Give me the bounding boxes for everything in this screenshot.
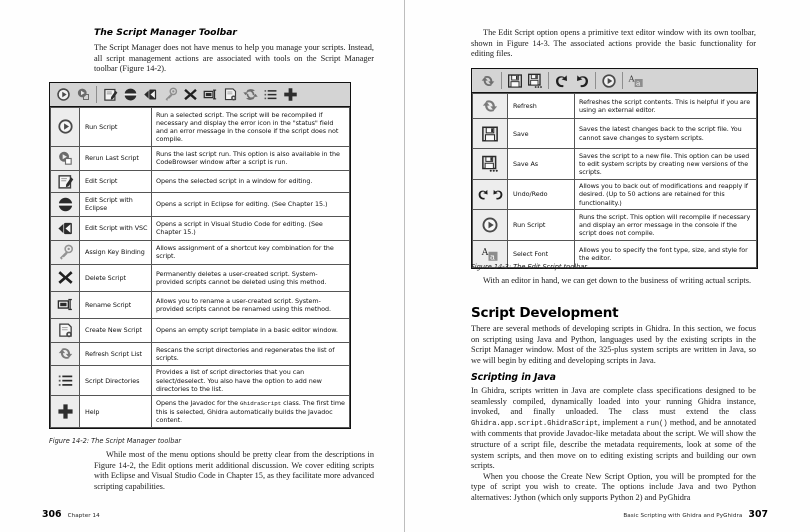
left-section-heading: The Script Manager Toolbar bbox=[94, 27, 237, 38]
action-description bbox=[152, 396, 350, 428]
paragraph-text: When you choose the Create New Script Option, you will be prompted for the type of script you wish to create. The options include Java and two Python alternatives: Jython (which only supports Python 2) and PyGhidra bbox=[471, 471, 756, 502]
toolbar-separator bbox=[96, 86, 97, 103]
action-label: Edit Script with VSC bbox=[80, 216, 152, 240]
right-page bbox=[405, 0, 810, 532]
action-description: Allows assignment of a shortcut key combination for the script. bbox=[152, 240, 350, 264]
action-description: Saves the script to a new file. This option can be used to edit system scripts by creating new versions of the scripts. bbox=[575, 149, 757, 180]
toolbar-separator bbox=[622, 72, 623, 89]
run-script-icon bbox=[473, 210, 508, 241]
rerun-last-script-icon bbox=[51, 146, 80, 170]
script-development-heading: Script Development bbox=[471, 305, 619, 321]
para-post: method, and be annotated with comments that provide Javadoc-like metadata about the script. We will show the structure of a script file, describe the metadata requirements, look at some of the system scripts, and then move on to editing existing scripts and building our own scripts. bbox=[471, 417, 756, 471]
paragraph-text: There are several methods of developing scripts in Ghidra. In this section, we focus on scripting using Java and Python, languages used by the existing scripts in the Script Manager window. Most of the 325-plus system scripts are written in Java, so we will begin by editing and developing scripts in Java. bbox=[471, 324, 756, 365]
action-description: Opens a script in Eclipse for editing. (See Chapter 15.) bbox=[152, 192, 350, 216]
redo-icon[interactable] bbox=[572, 71, 592, 91]
help-icon bbox=[51, 396, 80, 428]
edit-script-icon bbox=[51, 170, 80, 192]
assign-key-binding-icon[interactable] bbox=[160, 85, 180, 105]
right-intro-paragraph bbox=[471, 28, 756, 60]
action-description: Permanently deletes a user-created script. System-provided scripts cannot be deleted using this method. bbox=[152, 264, 350, 291]
paragraph-text: While most of the menu options should be pretty clear from the descriptions in Figure 14-2, the Edit options merit additional discussion. We cover editing scripts with Eclipse and Visual Studio Code in Chapter 15, as they facilitate more advanced scripting capabilities. bbox=[94, 450, 374, 491]
action-description: Opens an empty script template in a basic editor window. bbox=[152, 318, 350, 342]
run-script-icon bbox=[51, 108, 80, 147]
page-number: 306 bbox=[42, 509, 62, 520]
action-label: Refresh bbox=[508, 94, 575, 119]
action-description: Allows you to rename a user-created script. System-provided scripts cannot be renamed using this method. bbox=[152, 291, 350, 318]
action-label: Run Script bbox=[508, 210, 575, 241]
table-row bbox=[51, 192, 350, 216]
left-intro-paragraph bbox=[94, 43, 374, 75]
figure-14-3 bbox=[471, 68, 758, 269]
table-row bbox=[51, 396, 350, 428]
action-description: Opens a script in Visual Studio Code for editing. (See Chapter 15.) bbox=[152, 216, 350, 240]
table-row bbox=[51, 291, 350, 318]
table-row bbox=[51, 264, 350, 291]
action-label: Delete Script bbox=[80, 264, 152, 291]
table-row bbox=[473, 210, 757, 241]
svg-text:a: a bbox=[490, 251, 495, 262]
running-head: Chapter 14 bbox=[67, 513, 100, 519]
table-row bbox=[51, 216, 350, 240]
action-description: Rescans the script directories and regenerates the list of scripts. bbox=[152, 342, 350, 365]
right-after-figure-paragraph bbox=[471, 276, 756, 287]
paragraph-text: With an editor in hand, we can get down to the business of writing actual scripts. bbox=[483, 276, 752, 285]
desc-pre: Opens the Javadoc for the bbox=[156, 398, 240, 407]
rerun-last-script-icon[interactable] bbox=[73, 85, 93, 105]
right-folio bbox=[623, 509, 768, 520]
table-row bbox=[51, 170, 350, 192]
table-row bbox=[51, 240, 350, 264]
left-page bbox=[0, 0, 404, 532]
left-closing-paragraph bbox=[94, 450, 374, 492]
figure-14-2-caption: Figure 14-2: The Script Manager toolbar bbox=[49, 437, 182, 445]
delete-script-icon[interactable] bbox=[180, 85, 200, 105]
toolbar-separator bbox=[548, 72, 549, 89]
table-row bbox=[51, 342, 350, 365]
action-label: Save As bbox=[508, 149, 575, 180]
action-label: Assign Key Binding bbox=[80, 240, 152, 264]
run-script-icon[interactable] bbox=[599, 71, 619, 91]
action-label: Select Font bbox=[508, 240, 575, 267]
action-label: Edit Script with Eclipse bbox=[80, 192, 152, 216]
action-description: Opens the selected script in a window for editing. bbox=[152, 170, 350, 192]
table-row bbox=[473, 179, 757, 210]
edit-script-with-vsc-icon[interactable] bbox=[140, 85, 160, 105]
action-description: Allows you to back out of modifications and reapply if desired. (Up to 50 actions are retained for this functionality.) bbox=[575, 179, 757, 210]
figure-14-3-caption: Figure 14-3: The Edit Script toolbar bbox=[471, 263, 588, 271]
toolbar-separator bbox=[501, 72, 502, 89]
undo-icon[interactable] bbox=[552, 71, 572, 91]
rename-script-icon[interactable] bbox=[200, 85, 220, 105]
refresh-script-list-icon bbox=[51, 342, 80, 365]
select-font-icon[interactable] bbox=[626, 71, 646, 91]
run-script-icon[interactable] bbox=[53, 85, 73, 105]
edit-script-with-eclipse-icon[interactable] bbox=[120, 85, 140, 105]
create-new-script-icon bbox=[51, 318, 80, 342]
script-development-paragraph bbox=[471, 324, 756, 366]
action-description: Run a selected script. The script will be recompiled if necessary and display the error icon in the "status" field and an error message in the console if the script does not compile. bbox=[152, 108, 350, 147]
edit-script-action-table bbox=[472, 93, 757, 268]
undo-redo-icon bbox=[473, 179, 508, 210]
action-label: Rename Script bbox=[80, 291, 152, 318]
save-icon bbox=[473, 119, 508, 149]
table-row bbox=[51, 318, 350, 342]
table-row bbox=[473, 94, 757, 119]
refresh-icon bbox=[473, 94, 508, 119]
para-mid: , implement a bbox=[597, 417, 647, 427]
paragraph-text: The Script Manager does not have menus to help you manage your scripts. Instead, all script management actions are associated with tools on the Script Manager toolbar (Figure 14-2). bbox=[94, 43, 374, 74]
script-manager-toolbar[interactable] bbox=[50, 83, 350, 107]
paragraph-text: The Edit Script option opens a primitive text editor window with its own toolbar, shown in Figure 14-3. The associated actions provide the basic functionality for editing files. bbox=[471, 28, 756, 59]
refresh-script-list-icon[interactable] bbox=[240, 85, 260, 105]
table-row bbox=[51, 365, 350, 396]
action-description: Allows you to specify the font type, size, and style for the editor. bbox=[575, 240, 757, 267]
action-description: Runs the last script run. This option is also available in the CodeBrowser window after a script is run. bbox=[152, 146, 350, 170]
action-label: Run Script bbox=[80, 108, 152, 147]
delete-script-icon bbox=[51, 264, 80, 291]
desc-code: GhidraScript bbox=[240, 399, 282, 407]
action-label: Save bbox=[508, 119, 575, 149]
table-row bbox=[51, 146, 350, 170]
action-label: Create New Script bbox=[80, 318, 152, 342]
toolbar-separator bbox=[595, 72, 596, 89]
figure-14-2 bbox=[49, 82, 351, 429]
script-directories-icon bbox=[51, 365, 80, 396]
edit-script-toolbar[interactable] bbox=[472, 69, 757, 93]
svg-text:A: A bbox=[628, 74, 635, 84]
action-description: Runs the script. This option will recompile if necessary and display an error message in the console if the script does not compile. bbox=[575, 210, 757, 241]
action-description: Refreshes the script contents. This is helpful if you are using an external editor. bbox=[575, 94, 757, 119]
script-directories-icon[interactable] bbox=[260, 85, 280, 105]
table-row bbox=[473, 149, 757, 180]
paragraph-text bbox=[471, 386, 756, 472]
svg-text:A: A bbox=[481, 247, 489, 258]
save-as-icon bbox=[473, 149, 508, 180]
desc-post: class. The first time this is selected, Ghidra automatically builds the Javadoc content. bbox=[156, 398, 345, 425]
action-label: Refresh Script List bbox=[80, 342, 152, 365]
refresh-icon[interactable] bbox=[478, 71, 498, 91]
save-icon[interactable] bbox=[505, 71, 525, 91]
action-label: Help bbox=[80, 396, 152, 428]
edit-script-with-eclipse-icon bbox=[51, 192, 80, 216]
assign-key-binding-icon bbox=[51, 240, 80, 264]
action-label: Undo/Redo bbox=[508, 179, 575, 210]
action-label: Edit Script bbox=[80, 170, 152, 192]
scripting-in-java-paragraph bbox=[471, 386, 756, 504]
page-number: 307 bbox=[748, 509, 768, 520]
code-run-method: run() bbox=[646, 419, 668, 428]
script-manager-action-table bbox=[50, 107, 350, 428]
action-description: Provides a list of script directories that you can select/deselect. You also have the option to add new directories to the list. bbox=[152, 365, 350, 396]
table-row bbox=[51, 108, 350, 147]
action-description: Saves the latest changes back to the script file. You cannot save changes to system scripts. bbox=[575, 119, 757, 149]
svg-text:a: a bbox=[636, 78, 641, 88]
edit-script-with-vsc-icon bbox=[51, 216, 80, 240]
action-label: Script Directories bbox=[80, 365, 152, 396]
action-label: Rerun Last Script bbox=[80, 146, 152, 170]
table-row bbox=[473, 119, 757, 149]
code-class-name: Ghidra.app.script.GhidraScript bbox=[471, 419, 598, 428]
running-head: Basic Scripting with Ghidra and PyGhidra bbox=[623, 513, 743, 519]
save-as-icon[interactable] bbox=[525, 71, 545, 91]
help-icon[interactable] bbox=[280, 85, 300, 105]
para-pre: In Ghidra, scripts written in Java are complete class specifications designed to be seamlessly compiled, dynamically loaded into your running Ghidra instance, invoked, and finally unloaded. The class must extend the class bbox=[471, 386, 756, 417]
create-new-script-icon[interactable] bbox=[220, 85, 240, 105]
scripting-in-java-heading: Scripting in Java bbox=[471, 372, 556, 383]
edit-script-icon[interactable] bbox=[100, 85, 120, 105]
left-folio bbox=[42, 509, 100, 520]
rename-script-icon bbox=[51, 291, 80, 318]
